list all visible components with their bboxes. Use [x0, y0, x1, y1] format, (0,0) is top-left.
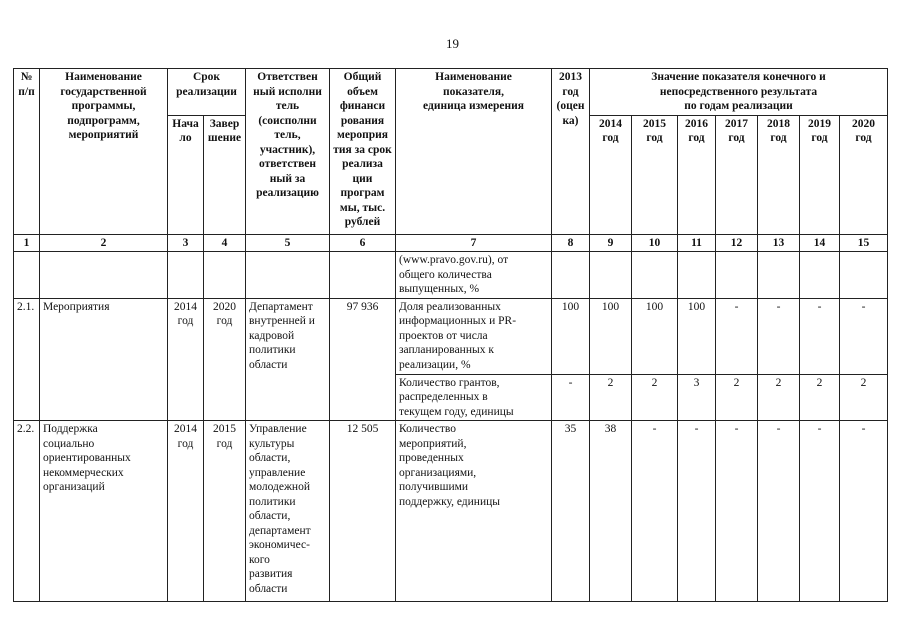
header-term: Срок реализации	[168, 69, 246, 116]
header-volume: Общий объем финанси рования мероприя тия за срок реализа ции програм мы, тыс. рублей	[330, 69, 396, 235]
header-indicator: Наименование показателя, единица измерения	[396, 69, 552, 235]
year-value: -	[632, 421, 678, 602]
indicator-cell: Доля реализованных информационных и PR- проектов от числа запланированных к реализации, %	[396, 298, 552, 374]
indicator-cell: Количество грантов, распределенных в текущем году, единицы	[396, 374, 552, 421]
col-num: 4	[204, 234, 246, 252]
base-value: 100	[552, 298, 590, 374]
row-responsible: Управление культуры области, управление молодежной политики области, департамент экономичес- кого развития области	[246, 421, 330, 602]
header-base-year: 2013 год (оцен ка)	[552, 69, 590, 235]
col-num: 1	[14, 234, 40, 252]
indicator-cell: (www.pravo.gov.ru), от общего количества выпущенных, %	[396, 252, 552, 299]
col-num: 6	[330, 234, 396, 252]
header-year-2018: 2018 год	[758, 115, 800, 234]
year-value: -	[800, 421, 840, 602]
year-value: 2	[758, 374, 800, 421]
year-value: 2	[590, 374, 632, 421]
col-num: 3	[168, 234, 204, 252]
year-value: -	[840, 421, 888, 602]
col-num: 8	[552, 234, 590, 252]
row-end: 2015 год	[204, 421, 246, 602]
header-responsible: Ответствен ный исполни тель (соисполни тель, участник), ответствен ный за реализацию	[246, 69, 330, 235]
table-row-continuation	[14, 252, 888, 299]
year-value: 2	[800, 374, 840, 421]
col-num: 15	[840, 234, 888, 252]
year-value: -	[758, 298, 800, 374]
page-number: 19	[446, 36, 459, 51]
col-num: 11	[678, 234, 716, 252]
col-num: 7	[396, 234, 552, 252]
year-value: -	[678, 421, 716, 602]
header-num: № п/п	[14, 69, 40, 235]
column-numbers-row	[14, 234, 888, 252]
header-row-1	[14, 69, 888, 116]
base-value: -	[552, 374, 590, 421]
table-row-2-1	[14, 298, 888, 374]
col-num: 2	[40, 234, 168, 252]
program-table	[13, 68, 888, 602]
row-volume: 97 936	[330, 298, 396, 421]
year-value: -	[716, 421, 758, 602]
year-value: 2	[840, 374, 888, 421]
year-value: 100	[632, 298, 678, 374]
header-year-2016: 2016 год	[678, 115, 716, 234]
header-year-2015: 2015 год	[632, 115, 678, 234]
header-name: Наименование государственной программы, подпрограмм, мероприятий	[40, 69, 168, 235]
row-volume: 12 505	[330, 421, 396, 602]
year-value: 3	[678, 374, 716, 421]
table-row-2-2	[14, 421, 888, 602]
col-num: 14	[800, 234, 840, 252]
indicator-cell: Количество мероприятий, проведенных организациями, получившими поддержку, единицы	[396, 421, 552, 602]
header-year-2014: 2014 год	[590, 115, 632, 234]
row-start: 2014 год	[168, 298, 204, 421]
year-value: -	[758, 421, 800, 602]
row-end: 2020 год	[204, 298, 246, 421]
year-value: -	[840, 298, 888, 374]
year-value: 2	[632, 374, 678, 421]
header-year-2017: 2017 год	[716, 115, 758, 234]
year-value: 100	[678, 298, 716, 374]
header-values-title: Значение показателя конечного и непосредственного результата по годам реализации	[590, 69, 888, 116]
year-value: -	[800, 298, 840, 374]
row-responsible: Департамент внутренней и кадровой политики области	[246, 298, 330, 421]
year-value: 38	[590, 421, 632, 602]
col-num: 13	[758, 234, 800, 252]
col-num: 9	[590, 234, 632, 252]
row-num: 2.2.	[14, 421, 40, 602]
year-value: 2	[716, 374, 758, 421]
col-num: 5	[246, 234, 330, 252]
row-name: Мероприятия	[40, 298, 168, 421]
base-value: 35	[552, 421, 590, 602]
row-num: 2.1.	[14, 298, 40, 421]
year-value: -	[716, 298, 758, 374]
col-num: 12	[716, 234, 758, 252]
col-num: 10	[632, 234, 678, 252]
row-start: 2014 год	[168, 421, 204, 602]
header-start: Нача ло	[168, 115, 204, 234]
row-name: Поддержка социально ориентированных некоммерческих организаций	[40, 421, 168, 602]
header-year-2020: 2020 год	[840, 115, 888, 234]
header-year-2019: 2019 год	[800, 115, 840, 234]
year-value: 100	[590, 298, 632, 374]
header-end: Завер шение	[204, 115, 246, 234]
